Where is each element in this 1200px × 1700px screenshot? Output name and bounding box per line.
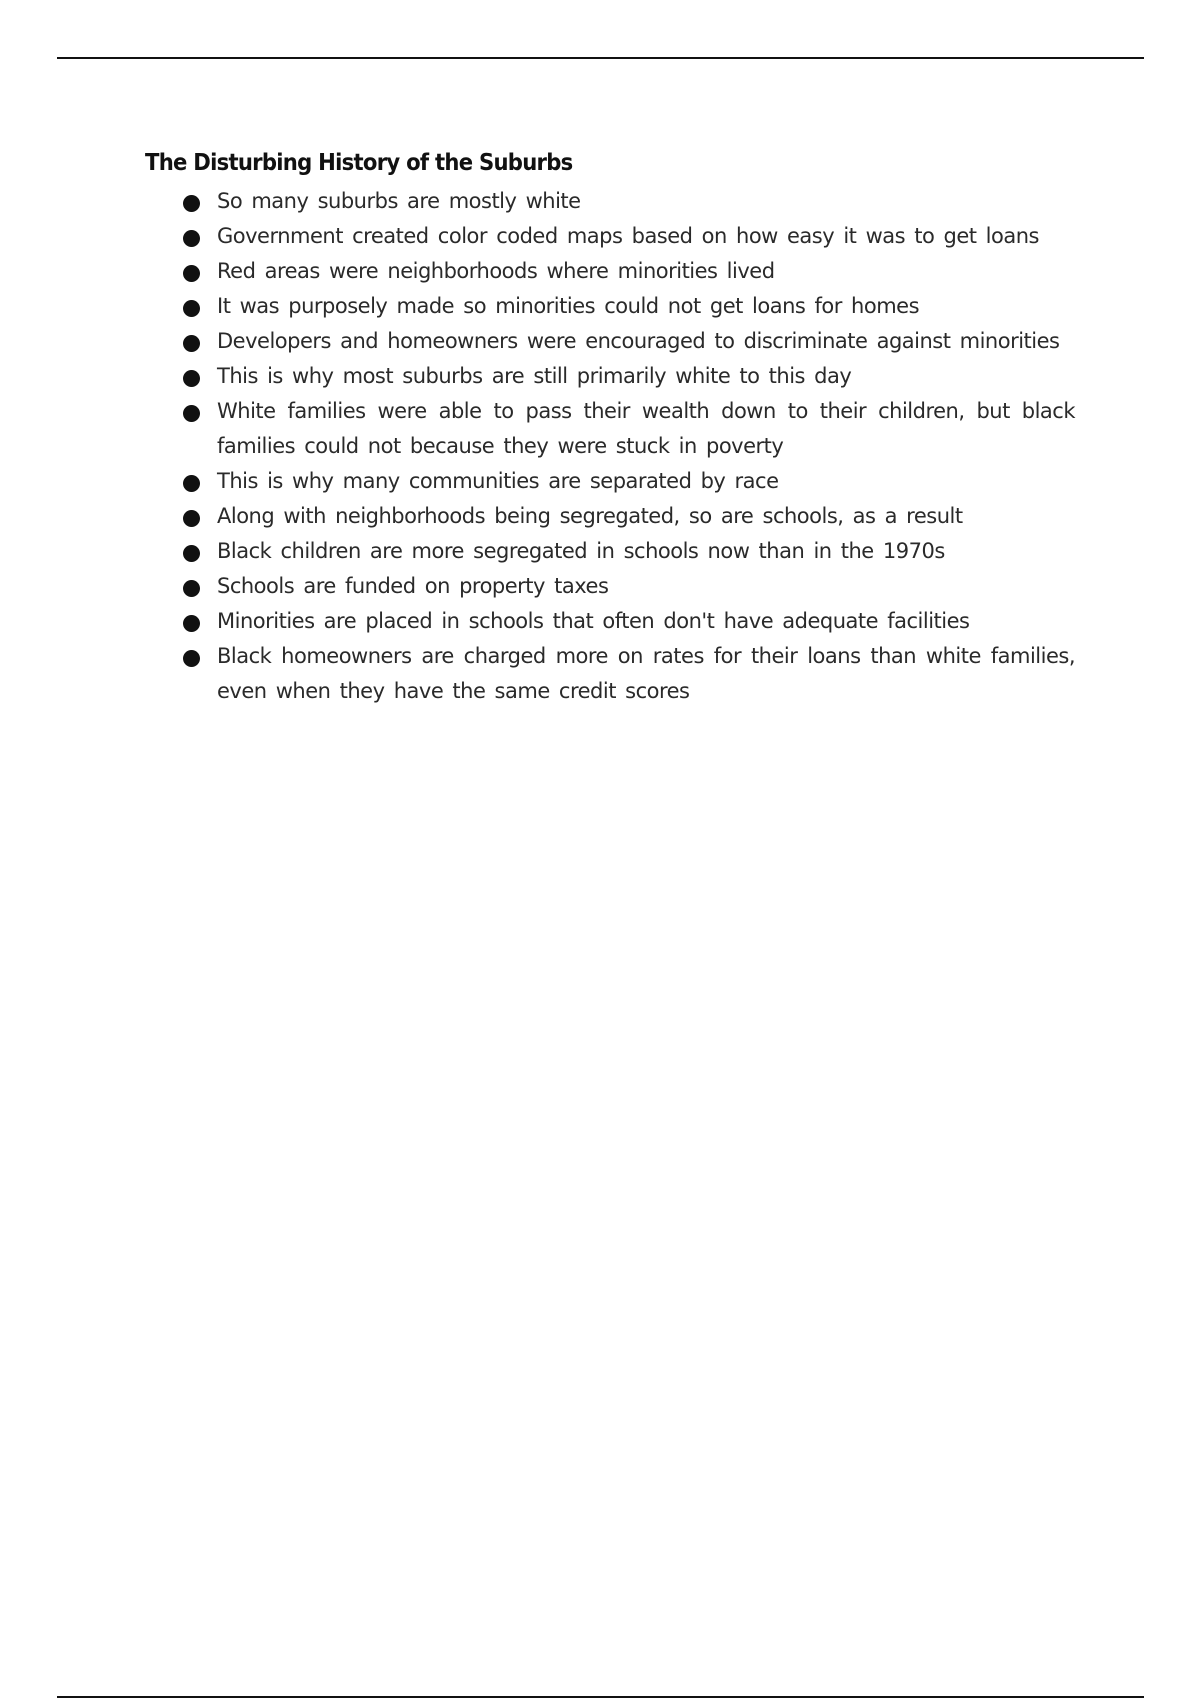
list-item [145,184,1075,219]
list-item-text: Developers and homeowners were encouraged to discriminate against minorities [217,329,1060,353]
list-item-text: Black homeowners are charged more on rates for their loans than white families, even when they have the same credit scores [217,644,1075,703]
bullet-icon [183,195,200,212]
list-item [145,359,1075,394]
bottom-rule [57,1696,1144,1698]
list-item [145,219,1075,254]
list-item [145,289,1075,324]
bullet-icon [183,650,200,667]
list-item [145,639,1075,709]
list-item [145,604,1075,639]
list-item-text: Government created color coded maps based on how easy it was to get loans [217,224,1039,248]
list-item [145,394,1075,464]
list-item-text: White families were able to pass their wealth down to their children, but black families could not because they were stuck in poverty [217,399,1075,458]
list-item-text: So many suburbs are mostly white [217,189,581,213]
list-item-text: This is why most suburbs are still primarily white to this day [217,364,852,388]
list-item-text: Minorities are placed in schools that often don't have adequate facilities [217,609,970,633]
list-item-text: Black children are more segregated in schools now than in the 1970s [217,539,945,563]
list-item [145,569,1075,604]
document-title: The Disturbing History of the Suburbs [145,150,573,176]
list-item-text: Along with neighborhoods being segregated, so are schools, as a result [217,504,963,528]
bullet-icon [183,230,200,247]
bullet-icon [183,370,200,387]
bullet-icon [183,475,200,492]
list-item-text: It was purposely made so minorities could not get loans for homes [217,294,920,318]
list-item [145,254,1075,289]
bullet-icon [183,300,200,317]
list-item-text: Red areas were neighborhoods where minorities lived [217,259,775,283]
list-item-text: This is why many communities are separated by race [217,469,779,493]
bullet-icon [183,545,200,562]
list-item [145,464,1075,499]
bullet-icon [183,335,200,352]
document-body [145,146,1075,709]
list-item-text: Schools are funded on property taxes [217,574,609,598]
bullet-icon [183,405,200,422]
list-item [145,324,1075,359]
bullet-icon [183,615,200,632]
bullet-icon [183,580,200,597]
top-rule [57,57,1144,59]
bullet-icon [183,510,200,527]
list-item [145,534,1075,569]
list-item [145,499,1075,534]
bullet-list [145,184,1075,709]
bullet-icon [183,265,200,282]
